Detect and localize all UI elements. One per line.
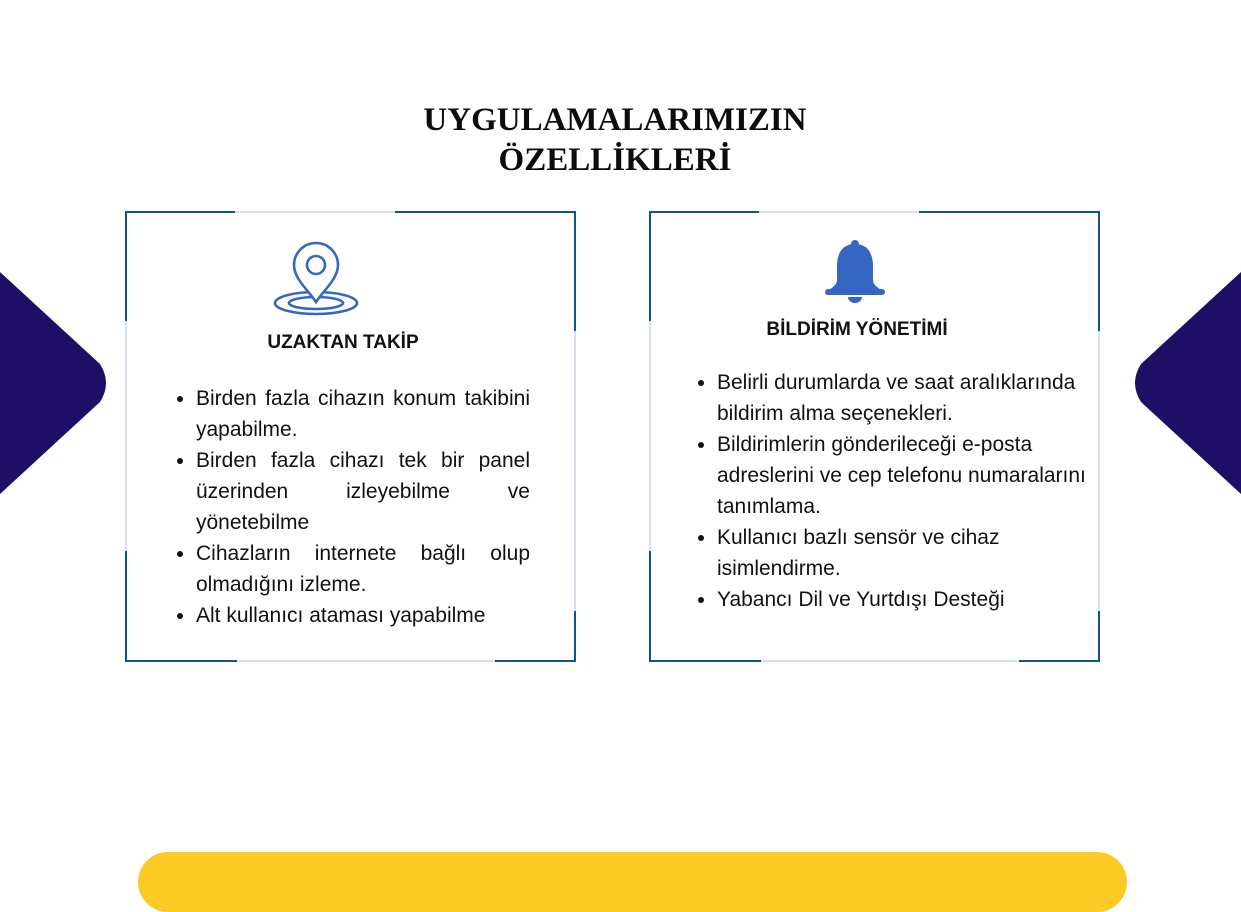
- list-item: • Birden fazla cihazı tek bir panel üzerinden izleyebilme ve yönetebilme: [196, 445, 530, 538]
- bottom-yellow-band: [138, 852, 1127, 912]
- page-title-line-2: ÖZELLİKLERİ: [498, 142, 732, 178]
- feature-list: [171, 383, 530, 631]
- list-item: • Alt kullanıcı ataması yapabilme: [196, 600, 530, 631]
- right-navy-shape: [1129, 272, 1241, 494]
- card-heading: UZAKTAN TAKİP: [267, 332, 419, 353]
- feature-list: [692, 367, 1097, 615]
- left-navy-shape: [0, 272, 112, 494]
- list-item: • Yabancı Dil ve Yurtdışı Desteği: [717, 584, 1097, 615]
- list-item: • Kullanıcı bazlı sensör ve cihaz isimlendirme.: [717, 522, 1097, 584]
- list-item: • Birden fazla cihazın konum takibini yapabilme.: [196, 383, 530, 445]
- page-title-line-1: UYGULAMALARIMIZIN: [423, 102, 807, 138]
- list-item: • Bildirimlerin gönderileceği e-posta adreslerini ve cep telefonu numaralarını tanımlama.: [717, 429, 1097, 522]
- card-heading: BİLDİRİM YÖNETİMİ: [766, 319, 948, 340]
- feature-card-remote-tracking: [125, 211, 576, 662]
- location-pin-icon: [273, 241, 359, 317]
- feature-card-notification-management: [649, 211, 1100, 662]
- list-item: • Belirli durumlarda ve saat aralıklarında bildirim alma seçenekleri.: [717, 367, 1097, 429]
- page-title: [0, 100, 1230, 180]
- bell-icon: [824, 239, 886, 305]
- list-item: • Cihazların internete bağlı olup olmadığını izleme.: [196, 538, 530, 600]
